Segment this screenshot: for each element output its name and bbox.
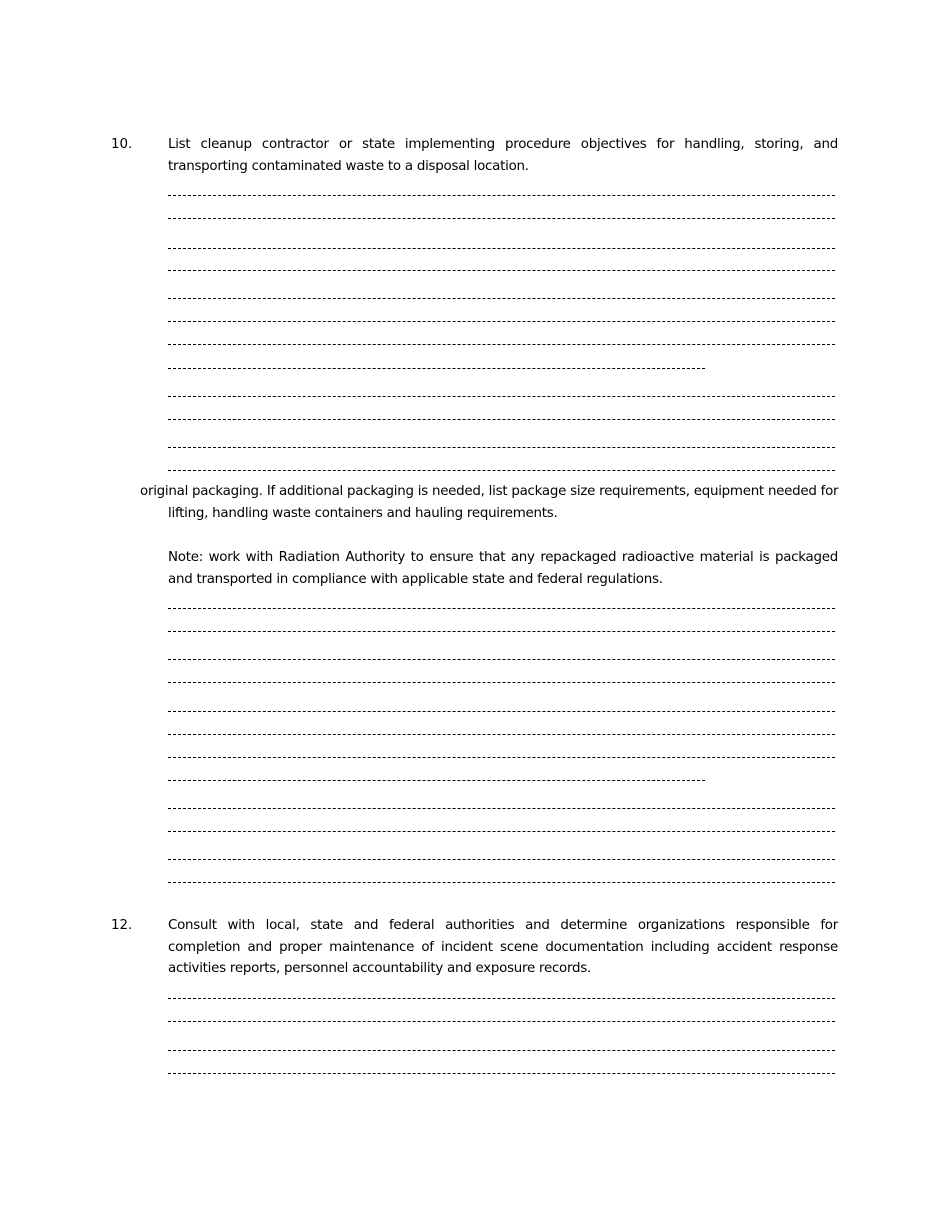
answer-line[interactable] — [168, 368, 705, 369]
answer-line[interactable] — [168, 998, 835, 999]
item-12-number: 12. — [111, 918, 133, 933]
answer-line[interactable] — [168, 396, 835, 397]
answer-line[interactable] — [168, 659, 835, 660]
answer-line[interactable] — [168, 1021, 835, 1022]
answer-line[interactable] — [168, 321, 835, 322]
answer-line[interactable] — [168, 734, 835, 735]
answer-line[interactable] — [168, 711, 835, 712]
answer-line[interactable] — [168, 808, 835, 809]
answer-line[interactable] — [168, 757, 835, 758]
answer-line[interactable] — [168, 780, 705, 781]
answer-line[interactable] — [168, 270, 835, 271]
answer-line[interactable] — [168, 298, 835, 299]
item-11-continuation-line2: lifting, handling waste containers and hauling requirements. — [168, 506, 558, 521]
item-11-note: Note: work with Radiation Authority to ensure that any repackaged radioactive material is packaged and transported in compliance with applicable state and federal regulations. — [168, 550, 838, 587]
answer-line[interactable] — [168, 419, 835, 420]
item-11-continuation-line1: original packaging. If additional packaging is needed, list package size requirements, equipment needed for — [140, 484, 839, 499]
answer-line[interactable] — [168, 631, 835, 632]
answer-line[interactable] — [168, 218, 835, 219]
item-10-text: List cleanup contractor or state implementing procedure objectives for handling, storing, and transporting contaminated waste to a disposal location. — [168, 137, 838, 174]
answer-line[interactable] — [168, 344, 835, 345]
answer-line[interactable] — [168, 470, 835, 471]
answer-line[interactable] — [168, 447, 835, 448]
answer-line[interactable] — [168, 831, 835, 832]
answer-line[interactable] — [168, 195, 835, 196]
answer-line[interactable] — [168, 882, 835, 883]
item-10-number: 10. — [111, 137, 133, 152]
answer-line[interactable] — [168, 1073, 835, 1074]
answer-line[interactable] — [168, 1050, 835, 1051]
answer-line[interactable] — [168, 608, 835, 609]
answer-line[interactable] — [168, 682, 835, 683]
answer-line[interactable] — [168, 248, 835, 249]
answer-line[interactable] — [168, 859, 835, 860]
item-12-text: Consult with local, state and federal authorities and determine organizations responsible for completion and proper maintenance of incident scene documentation including accident response activities reports, personnel accountability and exposure records. — [168, 918, 838, 976]
